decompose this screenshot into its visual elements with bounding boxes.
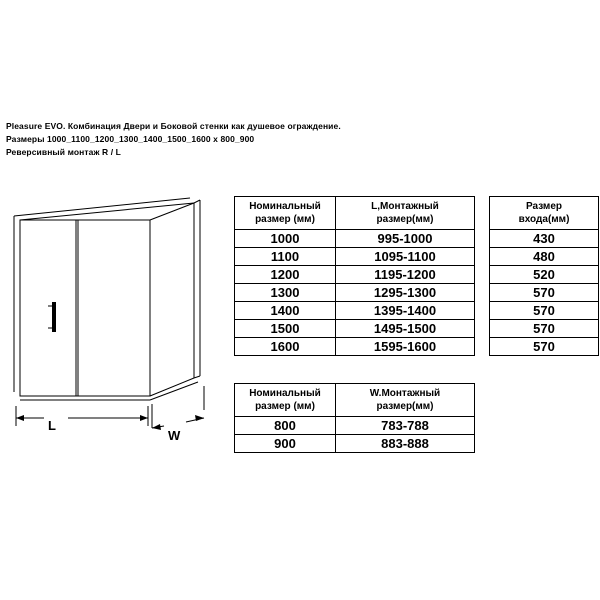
cell-nominal: 1000 xyxy=(235,230,336,248)
table-row-header xyxy=(235,197,475,230)
table-row xyxy=(490,338,599,356)
cell-entrance: 480 xyxy=(490,248,599,266)
cell-entrance: 570 xyxy=(490,284,599,302)
header-nominal-line1: Номинальный xyxy=(249,388,321,399)
heading-block xyxy=(6,120,466,159)
header-mounting-size-w xyxy=(336,384,475,417)
cell-mounting: 1295-1300 xyxy=(336,284,475,302)
table-length-sizes xyxy=(234,196,475,356)
header-entrance-size xyxy=(490,197,599,230)
table-row xyxy=(490,248,599,266)
table-row xyxy=(490,302,599,320)
header-mounting-l-line1: L,Монтажный xyxy=(371,201,439,212)
cell-mounting: 1395-1400 xyxy=(336,302,475,320)
cell-nominal: 1200 xyxy=(235,266,336,284)
dimension-label-length: L xyxy=(48,418,56,433)
cell-nominal: 1300 xyxy=(235,284,336,302)
table-row xyxy=(235,417,475,435)
cell-nominal: 1400 xyxy=(235,302,336,320)
enclosure-svg xyxy=(8,196,228,456)
heading-line-1: Pleasure EVO. Комбинация Двери и Боковой стенки как душевое ограждение. xyxy=(6,121,341,131)
heading-line-3: Реверсивный монтаж R / L xyxy=(6,147,121,157)
header-entrance-line2: входа(мм) xyxy=(518,214,570,225)
cell-entrance: 520 xyxy=(490,266,599,284)
header-mounting-size-l xyxy=(336,197,475,230)
header-nominal-line2: размер (мм) xyxy=(255,401,315,412)
dimension-label-width: W xyxy=(168,428,181,443)
cell-mounting: 1095-1100 xyxy=(336,248,475,266)
table-row-header xyxy=(235,384,475,417)
table-row xyxy=(235,248,475,266)
cell-entrance: 430 xyxy=(490,230,599,248)
table-width-sizes xyxy=(234,383,475,453)
table-row xyxy=(235,338,475,356)
cell-mounting: 883-888 xyxy=(336,435,475,453)
cell-entrance: 570 xyxy=(490,302,599,320)
cell-nominal: 1600 xyxy=(235,338,336,356)
cell-nominal: 1500 xyxy=(235,320,336,338)
cell-nominal: 900 xyxy=(235,435,336,453)
table-row xyxy=(235,302,475,320)
shower-enclosure-drawing xyxy=(8,196,228,456)
header-mounting-w-line2: размер(мм) xyxy=(376,401,434,412)
header-entrance-line1: Размер xyxy=(525,201,562,212)
cell-mounting: 783-788 xyxy=(336,417,475,435)
table-row xyxy=(490,284,599,302)
header-nominal-line2: размер (мм) xyxy=(255,214,315,225)
cell-mounting: 1195-1200 xyxy=(336,266,475,284)
cell-entrance: 570 xyxy=(490,338,599,356)
cell-entrance: 570 xyxy=(490,320,599,338)
table-row xyxy=(235,435,475,453)
table-row xyxy=(235,230,475,248)
table-row xyxy=(490,320,599,338)
cell-mounting: 995-1000 xyxy=(336,230,475,248)
header-nominal-size xyxy=(235,384,336,417)
table-row xyxy=(490,266,599,284)
cell-nominal: 800 xyxy=(235,417,336,435)
heading-line-2: Размеры 1000_1100_1200_1300_1400_1500_1600 x 800_900 xyxy=(6,134,255,144)
table-row-header xyxy=(490,197,599,230)
table-entrance-size xyxy=(489,196,599,356)
cell-mounting: 1495-1500 xyxy=(336,320,475,338)
table-row xyxy=(490,230,599,248)
header-nominal-line1: Номинальный xyxy=(249,201,321,212)
header-nominal-size xyxy=(235,197,336,230)
header-mounting-l-line2: размер(мм) xyxy=(376,214,434,225)
table-row xyxy=(235,266,475,284)
table-row xyxy=(235,284,475,302)
cell-nominal: 1100 xyxy=(235,248,336,266)
cell-mounting: 1595-1600 xyxy=(336,338,475,356)
header-mounting-w-line1: W.Монтажный xyxy=(369,388,441,399)
table-row xyxy=(235,320,475,338)
